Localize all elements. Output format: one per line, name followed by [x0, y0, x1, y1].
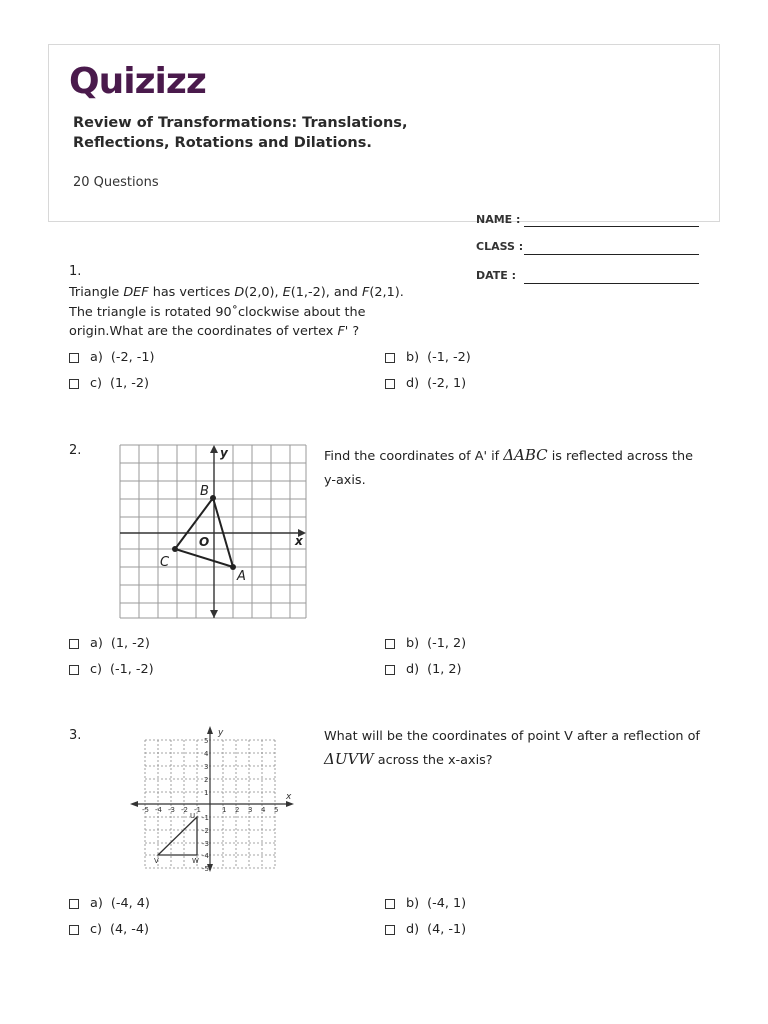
question-3-option-d[interactable]: d) (4, -1): [385, 922, 466, 937]
question-3-figure: [128, 724, 300, 872]
question-2-option-a[interactable]: a) (1, -2): [69, 636, 150, 651]
question-2-option-d[interactable]: d) (1, 2): [385, 662, 462, 677]
y-axis-label: y: [220, 446, 228, 460]
question-3-option-a[interactable]: a) (-4, 4): [69, 896, 150, 911]
checkbox[interactable]: [69, 925, 79, 935]
x-tick-label: -3: [168, 806, 175, 814]
x-tick-label: 2: [235, 806, 240, 814]
y-tick-label: 3: [204, 763, 209, 771]
point-c-label: C: [160, 555, 170, 570]
question-2-number: 2.: [69, 443, 82, 458]
point-v-label: V: [154, 857, 159, 865]
x-axis-label: x: [286, 792, 292, 802]
question-2-text: Find the coordinates of A' if ΔABC is reflected across the y-axis.: [324, 446, 694, 488]
checkbox[interactable]: [385, 639, 395, 649]
y-tick-label: -5: [202, 865, 209, 872]
checkbox[interactable]: [69, 353, 79, 363]
x-tick-label: 4: [261, 806, 266, 814]
point-w-label: W: [192, 857, 199, 865]
y-tick-label: -4: [202, 852, 209, 860]
x-tick-label: 1: [222, 806, 227, 814]
question-1-text: Triangle DEF has vertices D(2,0), E(1,-2), and F(2,1). The triangle is rotated 90˚clockwise about the origin.What are the coordinates of vertex F' ?: [69, 285, 404, 339]
point-u-label: U: [190, 812, 196, 820]
question-2-option-c[interactable]: c) (-1, -2): [69, 662, 154, 677]
checkbox[interactable]: [385, 899, 395, 909]
question-1-option-b[interactable]: b) (-1, -2): [385, 350, 471, 365]
checkbox[interactable]: [385, 925, 395, 935]
y-tick-label: 5: [204, 737, 209, 745]
question-3-option-b[interactable]: b) (-4, 1): [385, 896, 466, 911]
class-field[interactable]: [524, 254, 699, 255]
question-3-option-c[interactable]: c) (4, -4): [69, 922, 149, 937]
checkbox[interactable]: [385, 379, 395, 389]
y-tick-label: -3: [202, 840, 209, 848]
class-label: CLASS :: [476, 240, 524, 253]
x-tick-label: 5: [274, 806, 279, 814]
quiz-title: Review of Transformations: Translations, Reflections, Rotations and Dilations.: [73, 115, 408, 151]
question-1-option-c[interactable]: c) (1, -2): [69, 376, 149, 391]
quizizz-logo: Quizizz: [69, 61, 206, 102]
checkbox[interactable]: [69, 665, 79, 675]
checkbox[interactable]: [385, 665, 395, 675]
name-label: NAME :: [476, 213, 521, 226]
checkbox[interactable]: [69, 899, 79, 909]
point-a-label: A: [237, 569, 246, 584]
x-tick-label: 3: [248, 806, 253, 814]
origin-label: O: [199, 535, 210, 549]
name-field[interactable]: [524, 226, 699, 227]
question-1-option-d[interactable]: d) (-2, 1): [385, 376, 466, 391]
x-tick-label: -5: [142, 806, 149, 814]
y-tick-label: 2: [204, 776, 209, 784]
x-tick-label: -1: [194, 806, 201, 814]
question-1-option-a[interactable]: a) (-2, -1): [69, 350, 154, 365]
date-label: DATE :: [476, 269, 517, 282]
question-3-text: What will be the coordinates of point V after a reflection of ΔUVW across the x-axis?: [324, 729, 700, 768]
y-tick-label: 1: [204, 789, 209, 797]
question-1-number: 1.: [69, 264, 82, 279]
checkbox[interactable]: [69, 379, 79, 389]
question-3-number: 3.: [69, 728, 82, 743]
y-tick-label: 4: [204, 750, 209, 758]
question-count: 20 Questions: [73, 175, 159, 190]
checkbox[interactable]: [385, 353, 395, 363]
x-tick-label: -2: [181, 806, 188, 814]
y-axis-label: y: [218, 728, 224, 738]
checkbox[interactable]: [69, 639, 79, 649]
point-b-label: B: [200, 484, 209, 499]
question-2-figure: [118, 443, 308, 620]
y-tick-label: -2: [202, 827, 209, 835]
date-field[interactable]: [524, 283, 699, 284]
x-axis-label: x: [295, 534, 303, 548]
x-tick-label: -4: [155, 806, 162, 814]
question-2-option-b[interactable]: b) (-1, 2): [385, 636, 466, 651]
y-tick-label: -1: [202, 814, 209, 822]
